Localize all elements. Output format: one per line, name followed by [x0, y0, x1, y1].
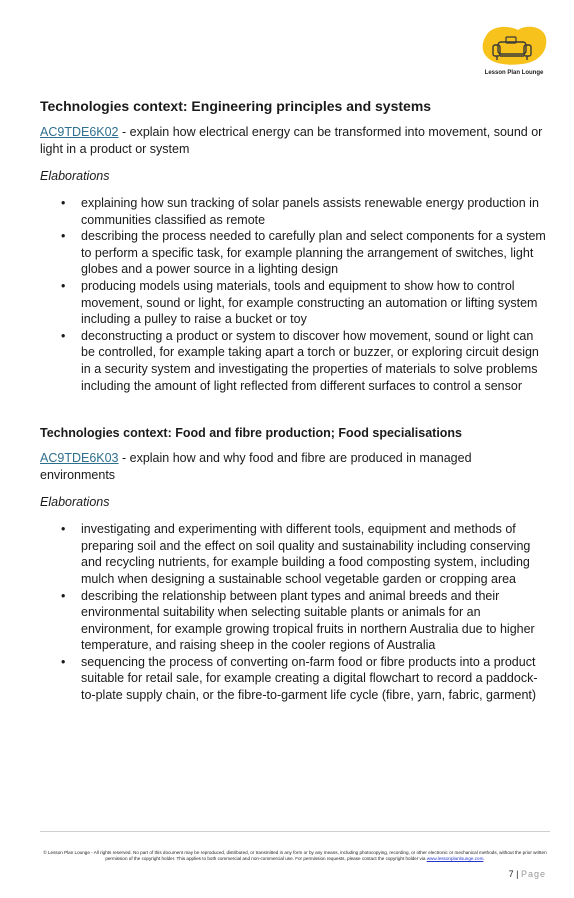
section-heading: Technologies context: Food and fibre production; Food specialisations: [40, 426, 463, 441]
elaborations-label: Elaborations: [40, 495, 110, 510]
list-item: • sequencing the process of converting on-farm food or fibre products into a product suitable for retail sale, for example creating a digital flowchart to record a paddock-to-plate supply chain, or the fibre-to-garment life cycle (fibre, yarn, fabric, garment): [81, 654, 550, 704]
page-separator: |: [513, 869, 521, 879]
link-suffix: .: [483, 856, 485, 861]
list-item: • describing the process needed to carefully plan and select components for a system to perform a specific task, for example planning the arrangement of switches, light globes and a power source in a lighting design: [81, 228, 550, 278]
sofa-logo-icon: [478, 22, 550, 70]
list-item: • deconstructing a product or system to discover how movement, sound or light can be controlled, for example taking apart a torch or buzzer, or exploring circuit design in a security system and investigating the properties of materials to solve problems including the amount of light reflected from different surfaces to control a sensor: [81, 328, 550, 394]
list-item: • explaining how sun tracking of solar panels assists renewable energy production in communities classified as remote: [81, 195, 550, 228]
logo: [478, 22, 550, 82]
document-body: [40, 96, 550, 704]
logo-text: Lesson Plan Lounge: [484, 70, 544, 76]
copyright-text: © Lesson Plan Lounge - All rights reserved. No part of this document may be reproduced, distributed, or transmitted in any form or by any means, including photocopying, recording, or other electronic or mechanical methods, without the prior written permission of the copyright holder. This applies to both commercial and non-commercial use. For permission requests, please contact the copyright holder via: [43, 850, 547, 861]
curriculum-code-line: [40, 124, 550, 157]
list-item: • producing models using materials, tools and equipment to show how to control movement, sound or light, for example constructing an automation or lifting system including a pulley to raise a bucket or toy: [81, 278, 550, 328]
curriculum-code-link[interactable]: AC9TDE6K02: [40, 125, 119, 139]
section-engineering: [40, 96, 550, 394]
elaborations-list: [40, 521, 550, 704]
curriculum-code-link[interactable]: AC9TDE6K03: [40, 451, 119, 466]
list-item: • describing the relationship between plant types and animal breeds and their environmental suitability when selecting suitable plants or animals for an environment, for example growing tropical fruits in northern Australia due to higher temperature, and raising sheep in the cooler regions of Australia: [81, 588, 550, 654]
elaborations-list: [40, 195, 550, 394]
curriculum-description: - explain how electrical energy can be transformed into movement, sound or light in a product or system: [40, 125, 543, 156]
footer-divider: [40, 831, 550, 832]
page-label: Page: [520, 869, 546, 879]
footer-copyright: [40, 850, 550, 862]
list-item: • investigating and experimenting with different tools, equipment and methods of preparing soil and the effect on soil quality and sustainability including conserving and recycling nutrients, for example building a food composting system, including mulch when designing a sustainable school vegetable garden or cropping area: [81, 521, 550, 587]
page-number-value: 7: [508, 869, 514, 879]
website-link[interactable]: www.lessonplanlounge.com: [426, 856, 484, 861]
page-number: [509, 869, 546, 879]
elaborations-label: Elaborations: [40, 169, 110, 183]
curriculum-description: - explain how and why food and fibre are produced in managed environments: [40, 451, 472, 482]
curriculum-code-line: [40, 450, 550, 483]
section-food-fibre: [40, 424, 550, 704]
section-heading: Technologies context: Engineering principles and systems: [40, 98, 432, 114]
